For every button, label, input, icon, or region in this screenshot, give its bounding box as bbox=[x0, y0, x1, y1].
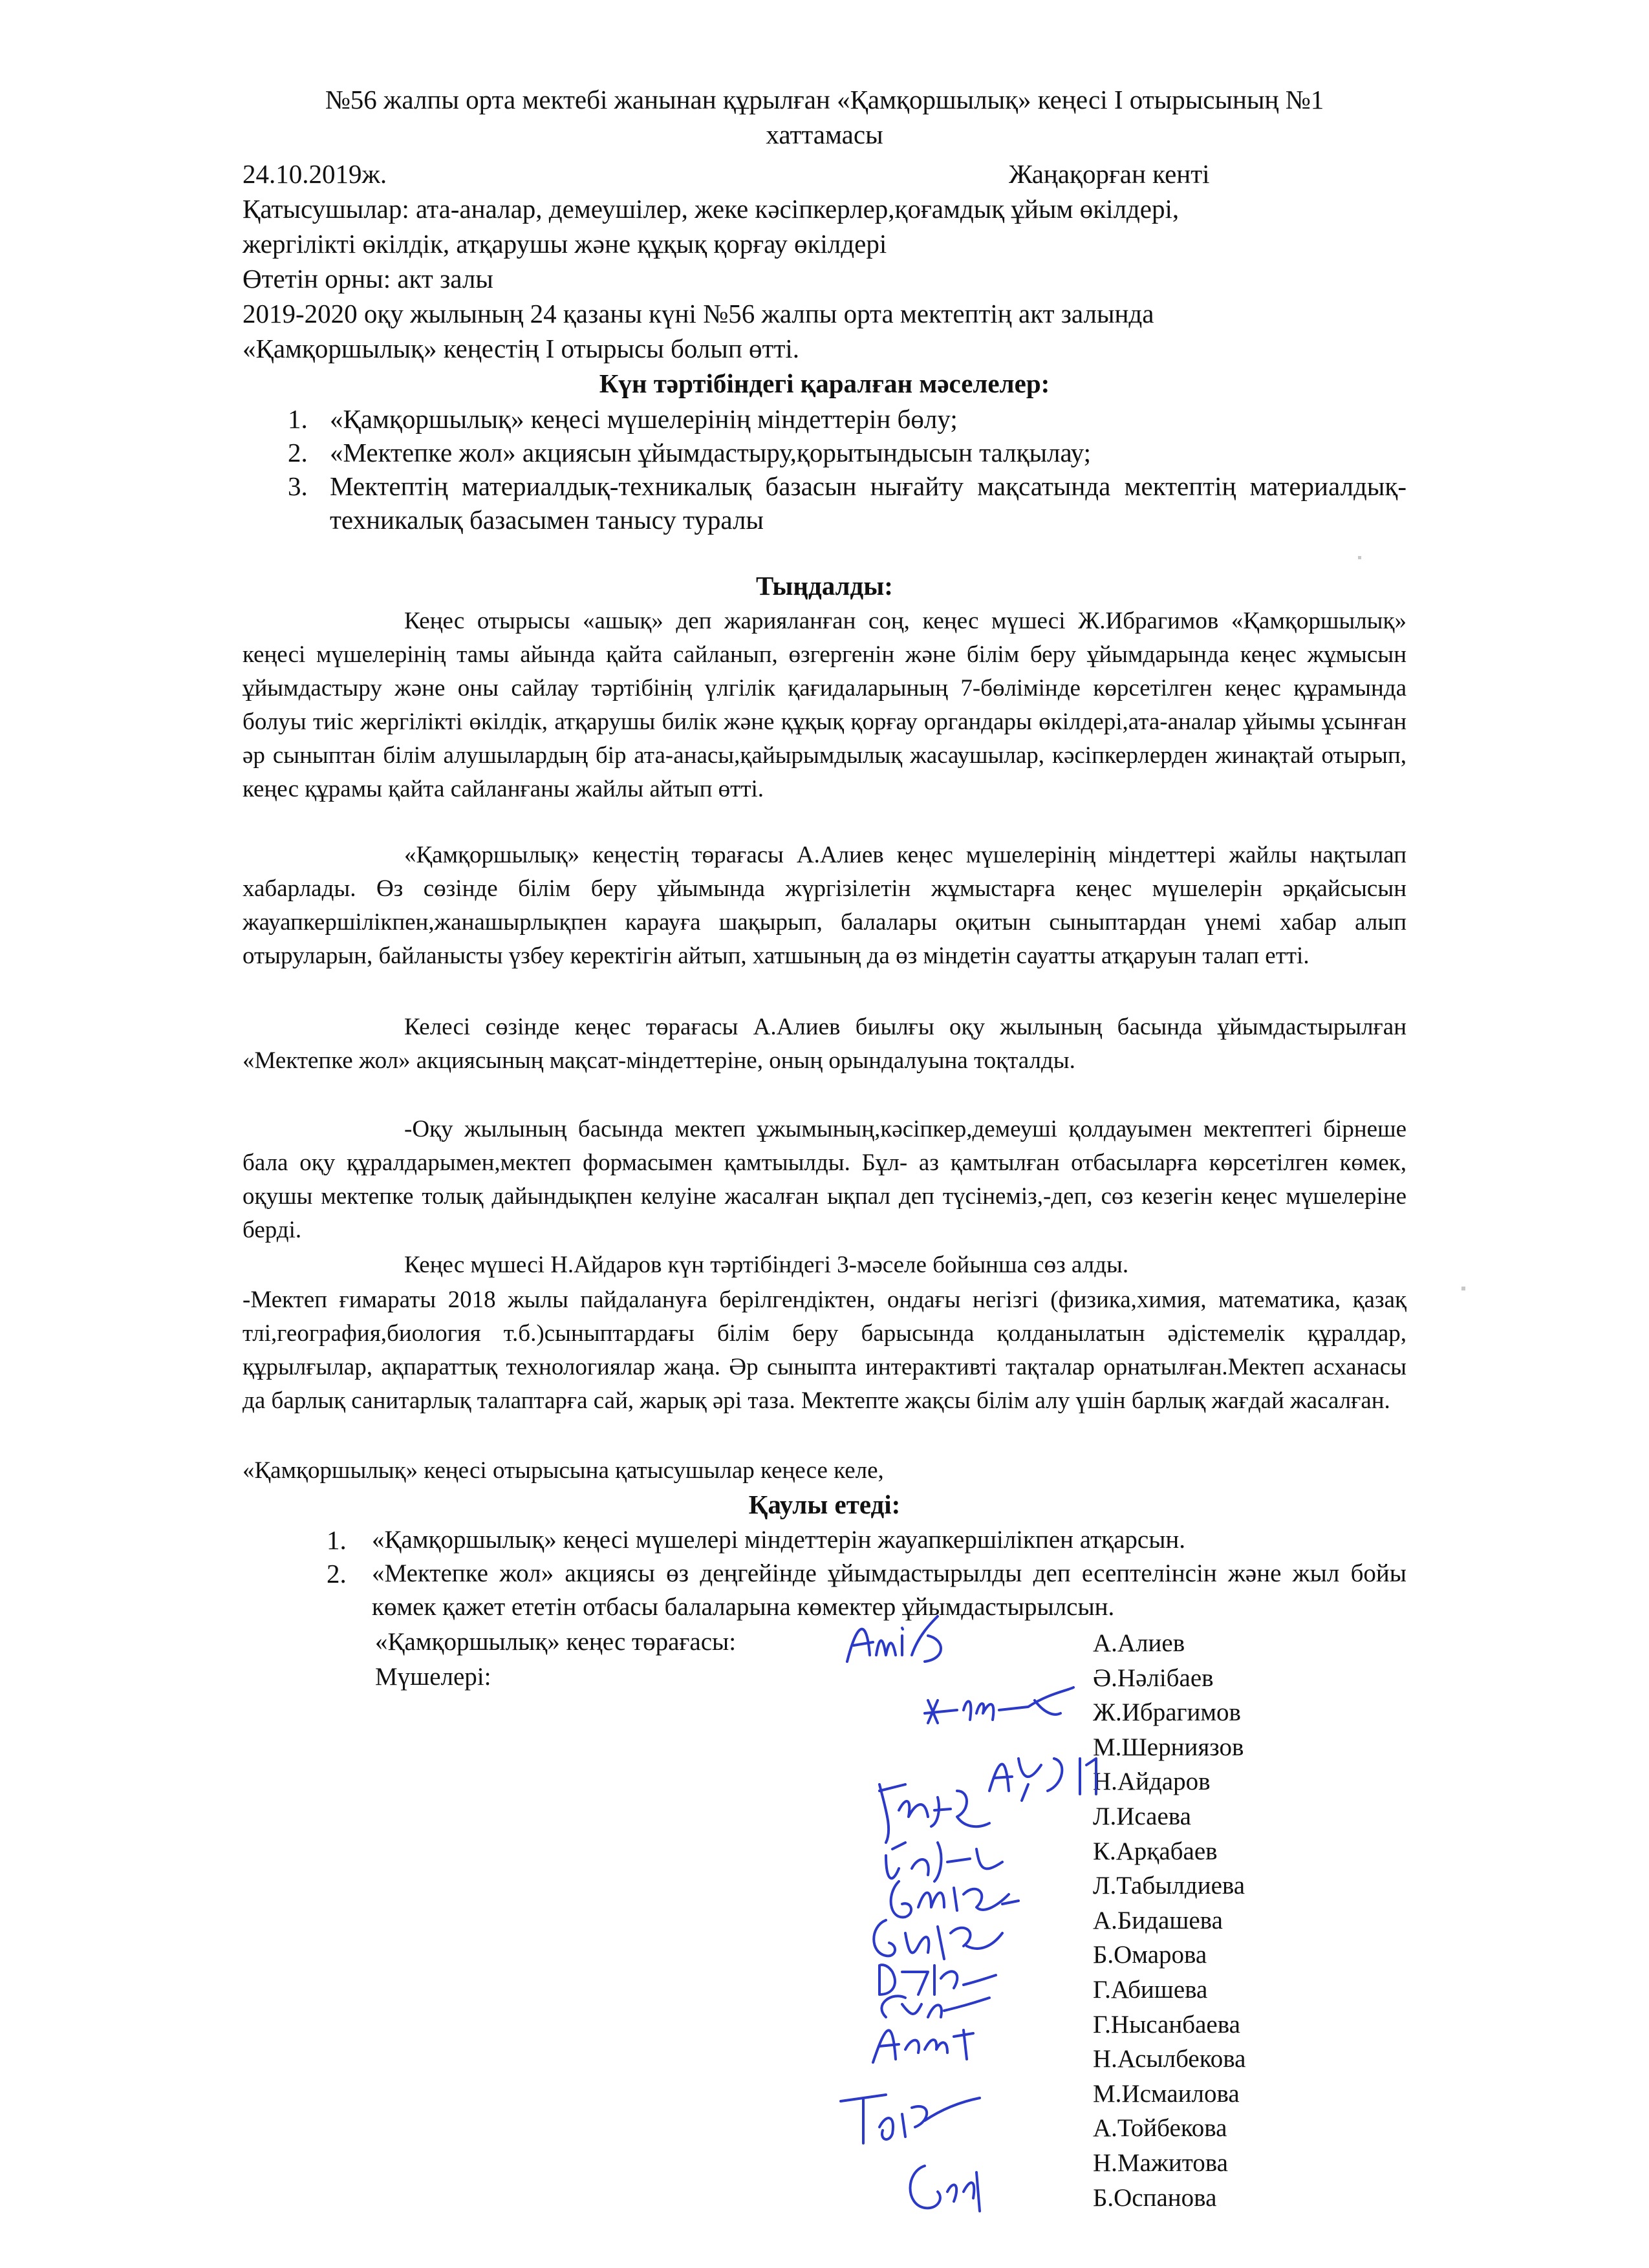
listened-paragraph-5: Кеңес мүшесі Н.Айдаров күн тәртібіндегі 3-мәселе бойынша сөз алды. bbox=[404, 1252, 1129, 1278]
participants-line1: Қатысушылар: ата-аналар, демеушілер, жеке кәсіпкерлер,қоғамдық ұйым өкілдері, bbox=[242, 194, 1180, 224]
scan-speck bbox=[1358, 556, 1361, 559]
list-item bbox=[242, 1557, 1406, 1624]
member-name: Л.Табылдиева bbox=[1093, 1872, 1245, 1900]
member-name: М.Шерниязов bbox=[1093, 1733, 1244, 1761]
list-text: «Қамқоршылық» кеңесі мүшелері міндеттерін жауапкершілікпен атқарсын. bbox=[372, 1526, 1186, 1554]
list-item bbox=[242, 1523, 1406, 1557]
signature-member-10 bbox=[834, 2082, 989, 2153]
summary-line1: 2019-2020 оқу жылының 24 қазаны күні №56 жалпы орта мектептің акт залында bbox=[242, 299, 1154, 328]
members-label: Мүшелері: bbox=[375, 1663, 491, 1691]
list-number: 2. bbox=[327, 1559, 347, 1589]
listened-paragraph-1: Кеңес отырысы «ашық» деп жарияланған соң, кеңес мүшесі Ж.Ибрагимов «Қамқоршылық» кеңесі мүшелерінің тамы айында қайта сайланып, өзгергенін және білім беру ұйымдарында кеңес жұмысын ұйымдастыру және оны сайлау тәртібінің үлгілік қағидаларының 7-бөлімінде көрсетілген кеңес құрамында болуы тиіс жергілікті өкілдік, атқарушы билік және құқық қорғау органдары өкілдері,ата-аналар ұйымы ұсынған әр сыныптан білім алушылардың бір ата-анасы,қайырымдылық жасаушылар, кәсіпкерлерден жинақтай отырып, кеңес құрамы қайта сайланғаны жайлы айтып өтті. bbox=[242, 608, 1406, 802]
list-number: 3. bbox=[288, 471, 308, 501]
list-number: 1. bbox=[288, 404, 308, 434]
venue: Өтетін орны: акт залы bbox=[242, 264, 493, 294]
list-item bbox=[242, 436, 1406, 469]
member-name: Н.Асылбекова bbox=[1093, 2045, 1246, 2073]
member-name: М.Исмаилова bbox=[1093, 2079, 1240, 2108]
document-place: Жаңақорған кенті bbox=[1009, 159, 1210, 189]
agenda-list bbox=[242, 402, 1406, 537]
document-date: 24.10.2019ж. bbox=[242, 159, 387, 189]
list-item bbox=[242, 469, 1406, 537]
signature-chair bbox=[841, 1610, 970, 1681]
list-text: Мектептің материалдық-техникалық базасын нығайту мақсатында мектептің материалдық-техникалық базасымен танысу туралы bbox=[330, 471, 1406, 535]
listened-paragraph-4: -Оқу жылының басында мектеп ұжымының,кәсіпкер,демеуші қолдауымен мектептегі бірнеше бала оқу құралдарымен,мектеп формасымен қамтыылды. Бұл- аз қамтылған отбасыларға көрсетілген көмек, оқушы мектепке толық дайындықпен келуіне жасалған ықпал деп түсінеміз,-деп, сөз кезегін кеңес мүшелеріне берді. bbox=[242, 1116, 1406, 1243]
list-number: 2. bbox=[288, 438, 308, 467]
member-name: Ж.Ибрагимов bbox=[1093, 1698, 1241, 1727]
signature-member-9 bbox=[860, 2011, 1002, 2069]
list-text: «Мектепке жол» акциясы өз деңгейінде ұйымдастырылды деп есептелінсін және жыл бойы көмек қажет ететін отбасы балаларына көмектер ұйымдастырылсын. bbox=[372, 1559, 1406, 1621]
signature-member-1 bbox=[918, 1674, 1086, 1733]
list-text: «Мектепке жол» акциясын ұйымдастыру,қорытындысын талқылау; bbox=[330, 438, 1091, 467]
member-name: А.Бидашева bbox=[1093, 1906, 1223, 1934]
member-name: Ә.Нәлібаев bbox=[1093, 1664, 1214, 1692]
list-item bbox=[242, 402, 1406, 436]
signature-member-2 bbox=[983, 1746, 1112, 1804]
member-name: Г.Абишева bbox=[1093, 1975, 1208, 2004]
member-name: Б.Оспанова bbox=[1093, 2183, 1217, 2212]
list-text: «Қамқоршылық» кеңесі мүшелерінің міндеттерін бөлу; bbox=[330, 404, 958, 434]
signature-member-11 bbox=[899, 2153, 1002, 2218]
list-number: 1. bbox=[327, 1525, 347, 1555]
participants-line2: жергілікті өкілдік, атқарушы және құқық қорғау өкілдері bbox=[242, 229, 887, 259]
listened-paragraph-6: -Мектеп ғимараты 2018 жылы пайдалануға берілгендіктен, ондағы негізгі (физика,химия, математика, қазақ тлі,география,биология т.б.)сыныптардағы білім беру барысында қолданылатын әдістемелік құралдар, құрылғылар, ақпараттық технологиялар жаңа. Әр сыныпта интерактивті тақталар орнатылған.Мектеп асханасы да барлық санитарлық талаптарға сай, жарық әрі таза. Мектепте жақсы білім алу үшін барлық жағдай жасалған. bbox=[242, 1287, 1406, 1414]
scan-speck bbox=[1461, 1287, 1465, 1290]
listened-paragraph-3: Келесі сөзінде кеңес төрағасы А.Алиев биылғы оқу жылының басында ұйымдастырылған «Мектепке жол» акциясының мақсат-міндеттеріне, оның орындалуына тоқталды. bbox=[242, 1014, 1406, 1074]
member-name: Н.Айдаров bbox=[1093, 1768, 1211, 1796]
resolution-heading: Қаулы етеді: bbox=[748, 1490, 901, 1519]
member-name: Л.Исаева bbox=[1093, 1802, 1191, 1830]
listened-paragraph-2: «Қамқоршылық» кеңестің төрағасы А.Алиев кеңес мүшелерінің міндеттері жайлы нақтылап хабарлады. Өз сөзінде білім беру ұйымында жүргізілетін жұмыстарға кеңес мүшелерін әрқайсысын жауапкершілікпен,жанашырлықпен карауға шақырып, балалары оқитын сыныптардан үнемі хабар алып отыруларын, байланысты үзбеу керектігін айтып, хатшының да өз міндетін сауатты атқаруын талап етті. bbox=[242, 842, 1406, 969]
agenda-heading: Күн тәртібіндегі қаралған мәселелер: bbox=[599, 369, 1050, 398]
document-title-line1: №56 жалпы орта мектебі жанынан құрылған «Қамқоршылық» кеңесі І отырысының №1 bbox=[325, 85, 1324, 114]
chair-label: «Қамқоршылық» кеңес төрағасы: bbox=[375, 1628, 737, 1656]
member-names-list bbox=[1093, 1626, 1245, 2215]
resolution-list bbox=[242, 1523, 1406, 1624]
listened-paragraph-7: «Қамқоршылық» кеңесі отырысына қатысушылар кеңесе келе, bbox=[242, 1457, 884, 1484]
member-name: Г.Нысанбаева bbox=[1093, 2010, 1240, 2038]
member-name: Н.Мажитова bbox=[1093, 2148, 1228, 2177]
summary-line2: «Қамқоршылық» кеңестің І отырысы болып өтті. bbox=[242, 334, 800, 363]
member-name: Б.Омарова bbox=[1093, 1941, 1207, 1969]
member-name: К.Арқабаев bbox=[1093, 1837, 1218, 1865]
document-title-line2: хаттамасы bbox=[766, 120, 883, 149]
member-name: А.Тойбекова bbox=[1093, 2114, 1227, 2143]
listened-heading: Тыңдалды: bbox=[756, 571, 893, 601]
member-name: А.Алиев bbox=[1093, 1629, 1185, 1657]
